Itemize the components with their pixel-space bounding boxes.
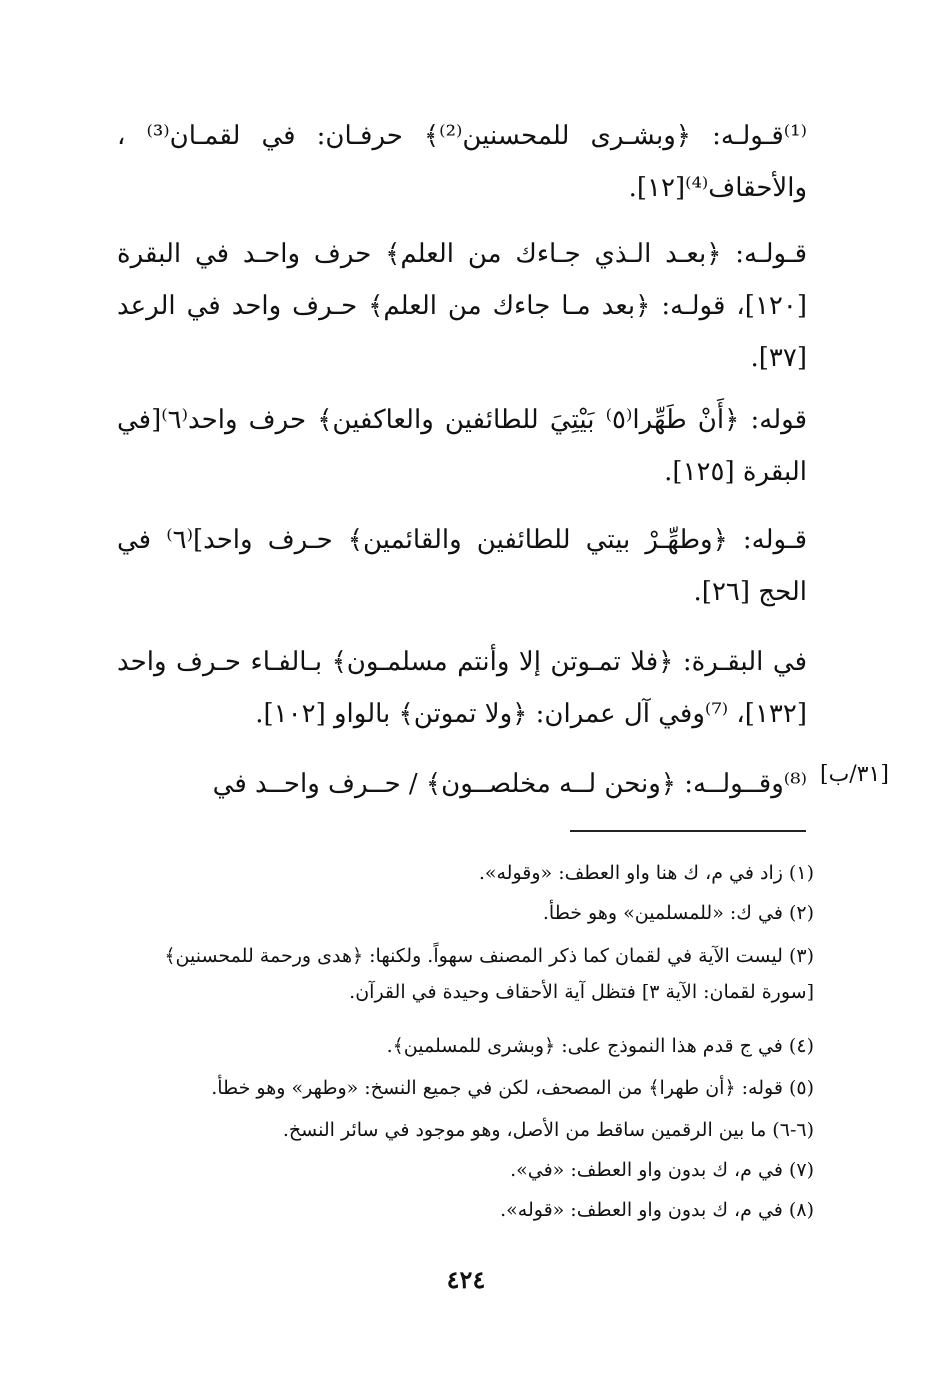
paragraph-2: قـولـه: ﴿بعـد الـذي جـاءك من العلم﴾ حرف واحـد في البقرة [١٢٠]، قولـه: ﴿بعد مـا جاءك من العلم﴾ حـرف واحد في الرعد [٣٧]. — [117, 239, 807, 373]
footnote-6: (٦-٦) ما بين الرقمين ساقط من الأصل، وهو موجود في سائر النسخ. — [282, 1119, 814, 1141]
page-number: ٤٢٤ — [446, 1265, 486, 1294]
paragraph-3: قوله: ﴿أَنْ طَهِّرا⁽٥⁾ بَيْتِيَ للطائفين والعاكفين﴾ حرف واحد⁽٦⁾[في البقرة [١٢٥]. — [117, 405, 808, 487]
footnote-divider — [570, 830, 806, 832]
footnote-5: (٥) قوله: ﴿أن طهرا﴾ من المصحف، لكن في جميع النسخ: «وطهر» وهو خطأ. — [211, 1077, 814, 1099]
paragraph-5: في البقـرة: ﴿فلا تمـوتن إلا وأنتم مسلمـون﴾ بـالفـاء حـرف واحد [١٣٢]، ⁽⁷⁾وفي آل عمران: ﴿ولا تموتن﴾ بالواو [١٠٢]. — [117, 647, 807, 729]
footnote-1: (١) زاد في م، ك هنا واو العطف: «وقوله». — [478, 862, 814, 884]
footnote-2: (٢) في ك: «للمسلمين» وهو خطأ. — [542, 902, 814, 924]
footnote-3: (٣) ليست الآية في لقمان كما ذكر المصنف سهواً. ولكنها: ﴿هدى ورحمة للمحسنين﴾ [سورة لقمان: الآية ٣] فتظل آية الأحقاف وحيدة في القرآن. — [164, 945, 814, 1003]
paragraph-4: قـوله: ﴿وطهِّـرْ بيتي للطائفين والقائمين﴾ حـرف واحد]⁽٦⁾ في الحج [٢٦]. — [117, 525, 808, 607]
folio-margin-note: [٣١/ب] — [820, 762, 889, 787]
footnote-4: (٤) في ج قدم هذا النموذج على: ﴿وبشرى للمسلمين﴾. — [386, 1035, 814, 1057]
footnote-7: (٧) في م، ك بدون واو العطف: «في». — [510, 1159, 814, 1181]
paragraph-6: ⁽⁸⁾وقــولــه: ﴿ونحن لــه مخلصــون﴾ / حــرف واحــد في — [212, 769, 807, 799]
footnote-8: (٨) في م، ك بدون واو العطف: «قوله». — [500, 1199, 814, 1221]
paragraph-1: ⁽¹⁾قـولـه: ﴿وبشـرى للمحسنين⁽²⁾﴾ حرفـان: في لقمـان⁽³⁾ ، والأحقاف⁽⁴⁾[١٢]. — [117, 121, 807, 203]
